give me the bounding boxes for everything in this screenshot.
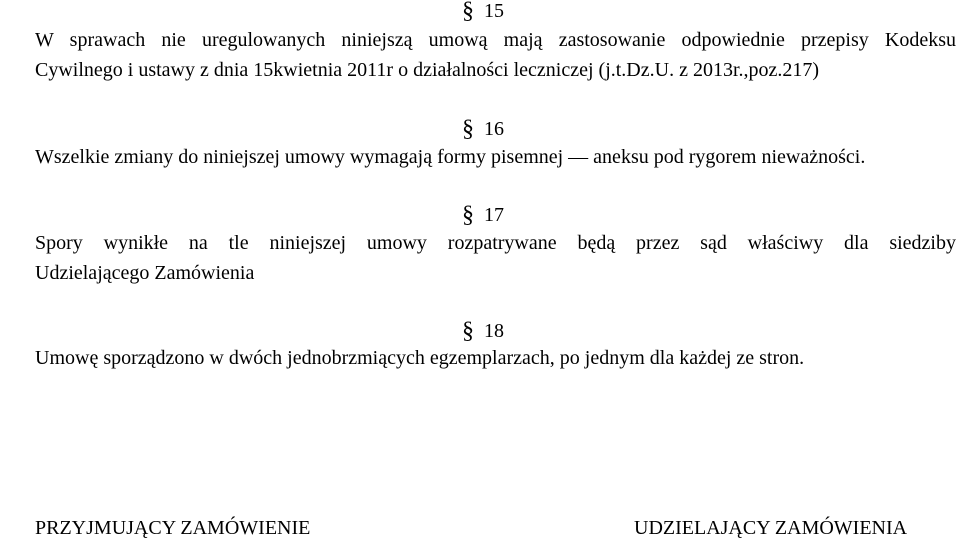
signature-right: UDZIELAJĄCY ZAMÓWIENIA (634, 517, 908, 539)
paragraph-16 (35, 142, 956, 172)
section-heading-17 (462, 202, 504, 227)
section-symbol: § (462, 318, 474, 344)
paragraph-line: W sprawach nie uregulowanych niniejszą umową mają zastosowanie odpowiednie przepisy Kodeksu (35, 29, 956, 51)
paragraph-18 (35, 343, 956, 373)
section-number: 17 (484, 204, 504, 226)
section-heading-18 (462, 318, 504, 343)
section-number: 15 (484, 0, 504, 22)
paragraph-line: Udzielającego Zamówienia (35, 262, 255, 284)
section-symbol: § (462, 202, 474, 228)
section-symbol: § (462, 0, 474, 24)
paragraph-line: Umowę sporządzono w dwóch jednobrzmiących egzemplarzach, po jednym dla każdej ze stron. (35, 347, 805, 369)
paragraph-17 (35, 228, 956, 288)
section-number: 16 (484, 118, 504, 140)
paragraph-line: Wszelkie zmiany do niniejszej umowy wymagają formy pisemnej ― aneksu pod rygorem nieważności. (35, 146, 866, 168)
section-symbol: § (462, 116, 474, 142)
paragraph-line: Spory wynikłe na tle niniejszej umowy rozpatrywane będą przez sąd właściwy dla siedziby (35, 232, 956, 254)
section-heading-16 (462, 116, 504, 141)
section-number: 18 (484, 320, 504, 342)
signature-left: PRZYJMUJĄCY ZAMÓWIENIE (35, 517, 311, 539)
paragraph-line: Cywilnego i ustawy z dnia 15kwietnia 2011r o działalności leczniczej (j.t.Dz.U. z 2013r.,poz.217) (35, 59, 820, 81)
paragraph-15 (35, 25, 956, 85)
section-heading-15 (462, 0, 504, 23)
